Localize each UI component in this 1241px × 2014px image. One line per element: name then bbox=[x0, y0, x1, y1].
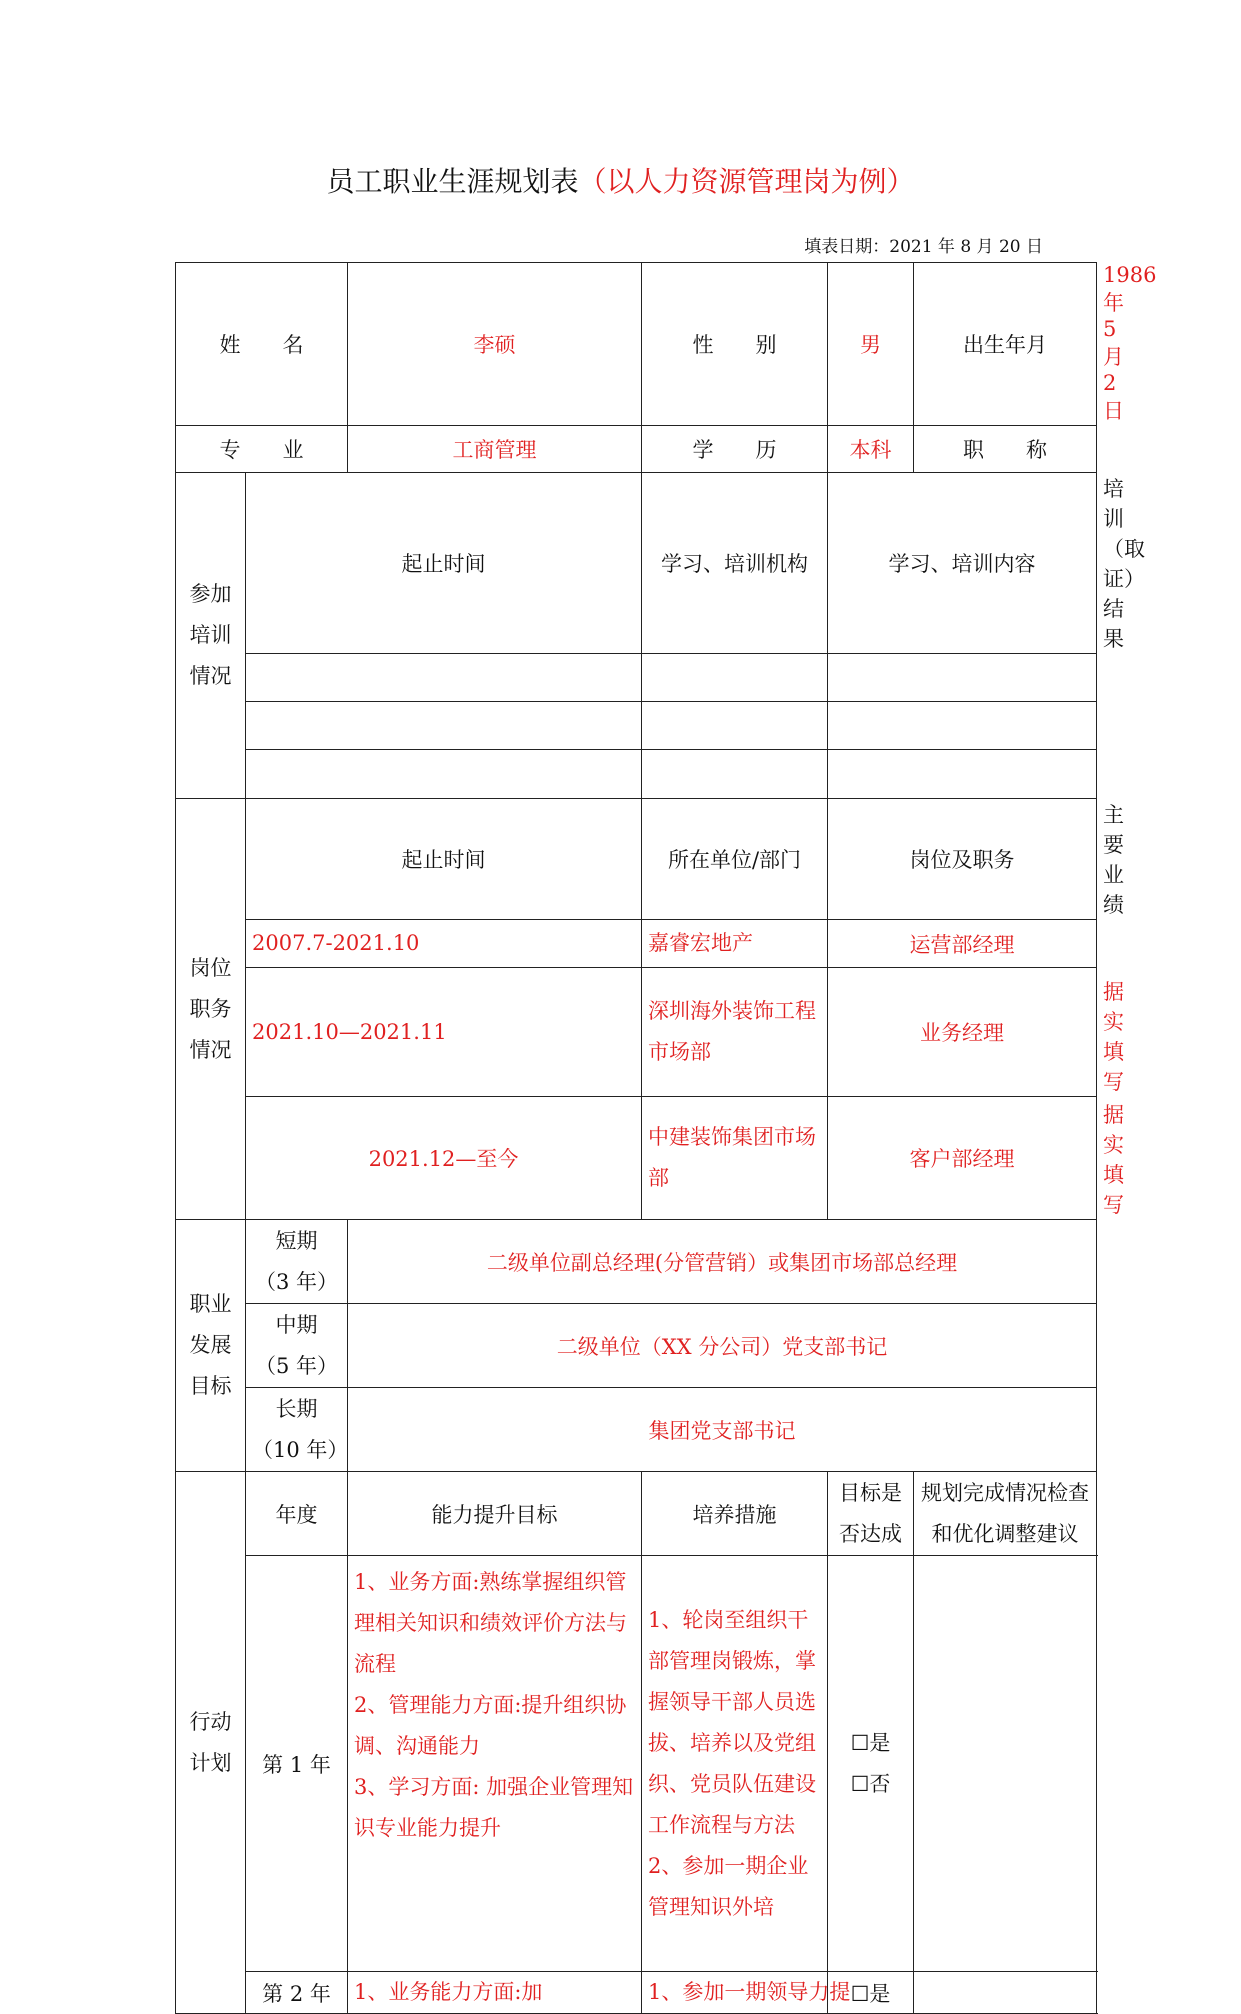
position-title: 运营部经理 bbox=[828, 920, 1097, 968]
major-value: 工商管理 bbox=[348, 426, 642, 473]
title-main: 员工职业生涯规划表 bbox=[326, 165, 579, 198]
career-plan-table: 姓 名 李硕 性 别 男 出生年月 1986 年 5 月 2 日 专 业 工商管理 学 历 本科 职 称 参加培训情况 起止时间 学习、培训机构 学习、培训内容 培训（取证）结果 岗位职务情况 起止时间 所在单位/部门 岗位及职务 主要业绩 2007.7-2021.10 嘉睿宏地产 运营部经理 2021.10—2021.11 深圳海外装饰工程市场部 业务经理 据实填写 2021.12—至今 中建装饰集团市场部 客户部经理 据实填写 职业发展目标 短期 （3 年） 二级单位副总经理(分管营销）或集团市场部总经理 中期 （5 年） 二级单位（XX 分公司）党支部书记 长期 （10 年） 集团党支部书记 行动计划 年度 能力提升目标 培养措施 目标是否达成 规划完成情况检查和优化调整建议 第 1 年 1、业务方面:熟练掌握组织管理相关知识和绩效评价方法与流程 2、管理能力方面:提升组织协调、沟通能力 3、学习方面: 加强企业管理知识专业能力提升 1、轮岗至组织干部管理岗锻炼，掌握领导干部人员选拔、培养以及党组织、党员队伍建设工作流程与方法 2、参加一期企业管理知识外培 ☐是 ☐否 第 2 年 1、业务能力方面:加 1、参加一期领导力提 ☐是 bbox=[175, 262, 1097, 2014]
action-targets bbox=[348, 1556, 642, 1972]
action-review bbox=[914, 1972, 1097, 2014]
action-header-target: 能力提升目标 bbox=[348, 1472, 642, 1556]
goal-term: 短期 （3 年） bbox=[246, 1220, 348, 1304]
training-header-org: 学习、培训机构 bbox=[642, 473, 828, 654]
action-achieved bbox=[828, 1556, 914, 1972]
birth-label: 出生年月 bbox=[914, 263, 1097, 426]
job-title-label: 职 称 bbox=[914, 426, 1097, 473]
action-measures bbox=[642, 1556, 828, 1972]
training-section-label: 参加培训情况 bbox=[176, 473, 246, 799]
training-cell bbox=[828, 702, 1097, 750]
action-year: 第 2 年 bbox=[246, 1972, 348, 2014]
action-measure-item: 2、参加一期企业管理知识外培 bbox=[648, 1853, 809, 1919]
position-unit: 嘉睿宏地产 bbox=[642, 920, 828, 968]
positions-header-unit: 所在单位/部门 bbox=[642, 799, 828, 920]
position-unit: 中建装饰集团市场部 bbox=[642, 1097, 828, 1220]
position-title: 客户部经理 bbox=[828, 1097, 1097, 1220]
gender-value: 男 bbox=[828, 263, 914, 426]
action-year: 第 1 年 bbox=[246, 1556, 348, 1972]
education-value: 本科 bbox=[828, 426, 914, 473]
position-title: 业务经理 bbox=[828, 968, 1097, 1097]
action-measure-item: 1、参加一期领导力提 bbox=[642, 1972, 828, 2014]
goal-term: 长期 （10 年） bbox=[246, 1388, 348, 1472]
goal-term: 中期 （5 年） bbox=[246, 1304, 348, 1388]
goals-section-label: 职业发展目标 bbox=[176, 1220, 246, 1472]
positions-header-period: 起止时间 bbox=[246, 799, 642, 920]
gender-label: 性 别 bbox=[642, 263, 828, 426]
goal-text: 集团党支部书记 bbox=[348, 1388, 1097, 1472]
training-cell bbox=[642, 750, 828, 799]
action-target-item: 1、业务能力方面:加 bbox=[348, 1972, 642, 2014]
goal-text: 二级单位副总经理(分管营销）或集团市场部总经理 bbox=[348, 1220, 1097, 1304]
action-review bbox=[914, 1556, 1097, 1972]
fill-date: 填表日期：2021 年 8 月 20 日 bbox=[804, 237, 1043, 257]
goal-text: 二级单位（XX 分公司）党支部书记 bbox=[348, 1304, 1097, 1388]
checkbox-yes[interactable]: ☐是 bbox=[850, 1730, 891, 1755]
position-period: 2021.10—2021.11 bbox=[246, 968, 642, 1097]
position-period: 2007.7-2021.10 bbox=[246, 920, 642, 968]
positions-section-label: 岗位职务情况 bbox=[176, 799, 246, 1220]
training-cell bbox=[246, 750, 642, 799]
action-header-year: 年度 bbox=[246, 1472, 348, 1556]
action-target-item: 2、管理能力方面:提升组织协调、沟通能力 bbox=[354, 1693, 627, 1758]
training-header-period: 起止时间 bbox=[246, 473, 642, 654]
position-unit: 深圳海外装饰工程市场部 bbox=[642, 968, 828, 1097]
name-value: 李硕 bbox=[348, 263, 642, 426]
action-measure-item: 1、轮岗至组织干部管理岗锻炼，掌握领导干部人员选拔、培养以及党组织、党员队伍建设工作流程与方法 bbox=[648, 1607, 816, 1837]
checkbox-no[interactable]: ☐否 bbox=[850, 1771, 891, 1796]
positions-header-position: 岗位及职务 bbox=[828, 799, 1097, 920]
action-header-review: 规划完成情况检查和优化调整建议 bbox=[914, 1472, 1097, 1556]
page-title bbox=[0, 160, 1241, 200]
training-cell bbox=[246, 702, 642, 750]
checkbox-yes[interactable]: ☐是 bbox=[828, 1972, 914, 2014]
action-header-measure: 培养措施 bbox=[642, 1472, 828, 1556]
training-cell bbox=[246, 654, 642, 702]
action-header-achieved: 目标是否达成 bbox=[828, 1472, 914, 1556]
training-cell bbox=[642, 654, 828, 702]
major-label: 专 业 bbox=[176, 426, 348, 473]
education-label: 学 历 bbox=[642, 426, 828, 473]
title-sub: （以人力资源管理岗为例） bbox=[578, 165, 915, 198]
action-target-item: 3、学习方面: 加强企业管理知识专业能力提升 bbox=[354, 1775, 634, 1840]
action-target-item: 1、业务方面:熟练掌握组织管理相关知识和绩效评价方法与流程 bbox=[354, 1570, 627, 1676]
training-cell bbox=[642, 702, 828, 750]
training-cell bbox=[828, 750, 1097, 799]
position-period: 2021.12—至今 bbox=[246, 1097, 642, 1220]
training-cell bbox=[828, 654, 1097, 702]
training-header-content: 学习、培训内容 bbox=[828, 473, 1097, 654]
name-label: 姓 名 bbox=[176, 263, 348, 426]
action-section-label: 行动计划 bbox=[176, 1472, 246, 2014]
